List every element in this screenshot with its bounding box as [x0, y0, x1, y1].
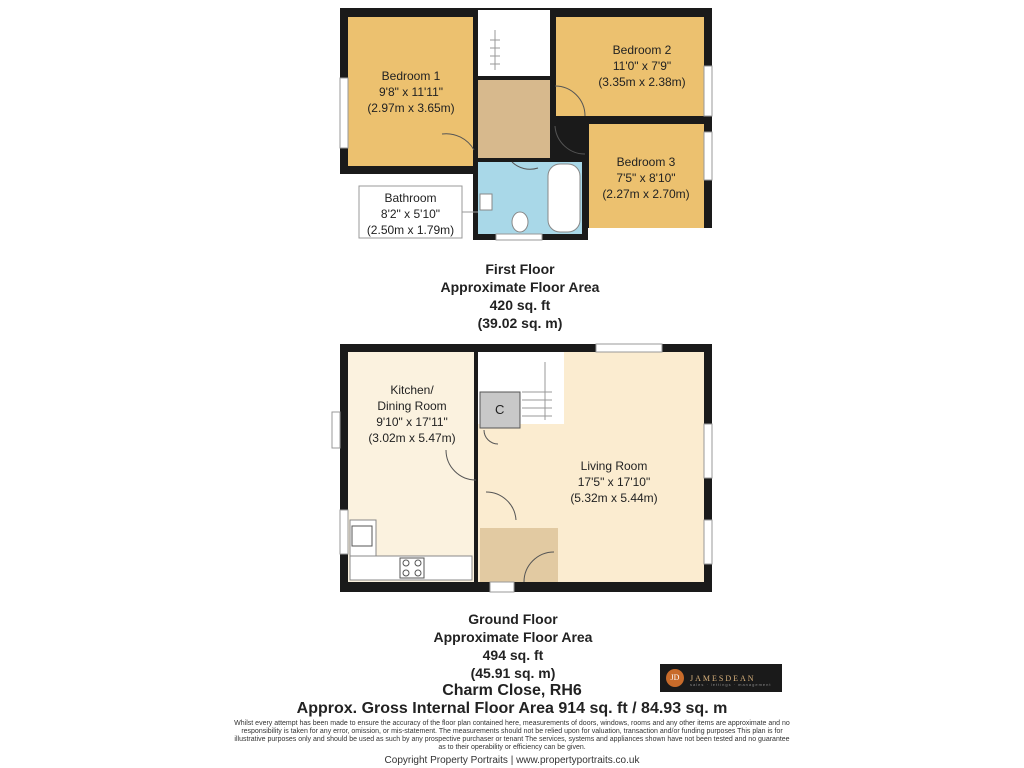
room-dimensions-metric: (3.02m x 5.47m) [368, 431, 456, 445]
floor-area-label: Approximate Floor Area [440, 279, 600, 295]
room-name-line2: Dining Room [377, 399, 447, 413]
logo-subtext: sales · lettings · management [690, 682, 772, 687]
ground-floor-caption [393, 610, 633, 682]
gross-floor-area: Approx. Gross Internal Floor Area 914 sq. ft / 84.93 sq. m [296, 700, 728, 717]
room-dimensions-imperial: 9'10" x 17'11" [376, 415, 448, 429]
room-name: Living Room [580, 459, 648, 473]
room-dimensions-metric: (2.97m x 3.65m) [367, 101, 455, 115]
logo-text: JAMESDEAN [690, 673, 756, 683]
first-floor-caption [400, 260, 640, 332]
floor-title: First Floor [485, 261, 555, 277]
room-name: Bedroom 3 [616, 155, 676, 169]
room-dimensions-metric: (2.27m x 2.70m) [602, 187, 690, 201]
hall-floor [480, 528, 558, 582]
floor-area-imperial: 420 sq. ft [489, 297, 551, 313]
room-dimensions-imperial: 8'2" x 5'10" [380, 207, 441, 221]
room-dimensions-metric: (5.32m x 5.44m) [570, 491, 658, 505]
floor-title: Ground Floor [468, 611, 558, 627]
floor-area-imperial: 494 sq. ft [482, 647, 544, 663]
logo-mark-icon: JD [666, 669, 684, 687]
room-name: Bedroom 1 [381, 69, 441, 83]
landing-floor [478, 80, 550, 158]
room-name-line1: Kitchen/ [390, 383, 434, 397]
sink [352, 526, 372, 546]
disclaimer-text: Whilst every attempt has been made to ensure the accuracy of the floor plan contained here, measurements of doors, windows, rooms and any other items are approximate and no responsibility is taken for any error, omission, or mis-statement. The measurements should not be relied upon for valuation, transaction and/or funding purposes This plan is for illustrative purposes only and should be used as such by any prospective purchaser or tenant The services, systems and appliances shown have not been tested and no guarantee as to their operability or efficiency can be given. [234, 720, 790, 751]
toilet [512, 212, 528, 232]
floor-area-label: Approximate Floor Area [433, 629, 593, 645]
room-name: Bathroom [384, 191, 437, 205]
floor-area-metric: (39.02 sq. m) [477, 315, 563, 331]
bedroom-3-label [588, 154, 704, 202]
bathtub [548, 164, 580, 232]
basin [480, 194, 492, 210]
kitchen-dining-label [350, 382, 474, 446]
room-dimensions-imperial: 9'8" x 11'11" [378, 85, 444, 99]
bedroom-2-label [570, 42, 714, 90]
room-dimensions-imperial: 11'0" x 7'9" [612, 59, 672, 73]
floor-area-metric: (45.91 sq. m) [470, 665, 556, 681]
living-room-label [548, 458, 680, 506]
bathroom-label [359, 190, 462, 238]
stairwell [478, 10, 550, 76]
room-name: Bedroom 2 [612, 43, 672, 57]
bedroom-1-label [350, 68, 472, 116]
copyright-text: Copyright Property Portraits | www.propertyportraits.co.uk [384, 755, 640, 766]
room-dimensions-imperial: 7'5" x 8'10" [616, 171, 676, 185]
room-dimensions-metric: (2.50m x 1.79m) [366, 223, 455, 237]
property-address: Charm Close, RH6 [442, 682, 582, 699]
room-dimensions-metric: (3.35m x 2.38m) [598, 75, 686, 89]
cupboard-label: C [495, 402, 505, 417]
room-dimensions-imperial: 17'5" x 17'10" [577, 475, 651, 489]
